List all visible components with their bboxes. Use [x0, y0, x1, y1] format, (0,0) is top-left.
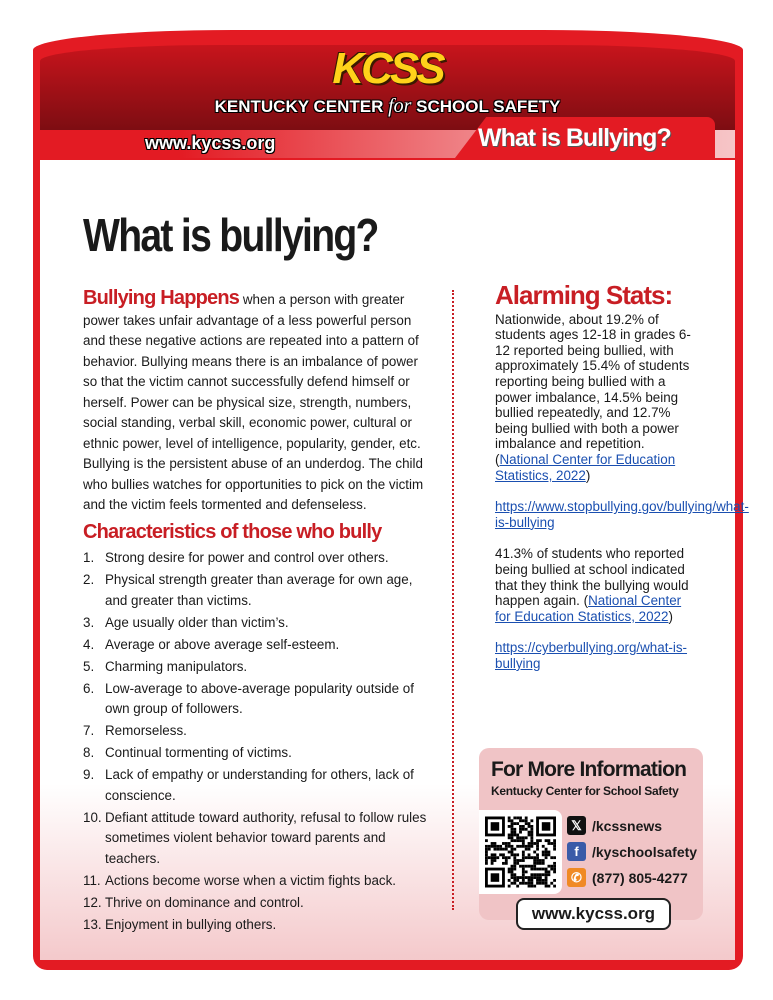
x-handle[interactable]: 𝕏 /kcssnews: [567, 816, 662, 835]
characteristic-item: 13. Enjoyment in bullying others.: [83, 916, 277, 932]
characteristic-item: 2. Physical strength greater than average for own age, and greater than victims.: [83, 572, 413, 608]
nces-link-2[interactable]: National Center for Education Statistics, 2022: [495, 593, 682, 624]
page-title: What is bullying?: [83, 209, 378, 261]
cyberbullying-link[interactable]: https://cyberbullying.org/what-is-bullying: [495, 640, 688, 671]
qr-code[interactable]: [479, 810, 562, 894]
nces-link-1[interactable]: National Center for Education Statistics, 2022: [495, 451, 676, 483]
characteristic-item: 6. Low-average to above-average popularity outside of own group of followers.: [83, 680, 414, 716]
header-url[interactable]: www.kycss.org: [145, 133, 276, 153]
characteristics-heading: Characteristics of those who bully: [83, 520, 382, 543]
column-divider: [452, 290, 454, 910]
characteristics-list: [83, 548, 428, 935]
intro-paragraph: Bullying Happens when a person with greater power takes unfair advantage of a less powerful person and these negative actions are repeated into a pattern of behavior. Bullying means there is an imbalance of power so that the victim cannot successfully defend himself or herself. Power can be physical size, strength, numbers, social standing, verbal skill, economic power, cultural or ethnic power, level of intelligence, popularity, gender, etc. Bullying is the persistent abuse of an underdog. The child who bullies watches for opportunities to pick on the victim and the victim feels tormented and defenseless.: [83, 287, 424, 512]
characteristic-item: 4. Average or above average self-esteem.: [83, 636, 340, 652]
header-tab-title: What is Bullying?: [478, 124, 671, 152]
x-icon: 𝕏: [567, 816, 586, 835]
characteristic-item: 10. Defiant attitude toward authority, refusal to follow rules sometimes violent behavior toward parents and teachers.: [83, 809, 427, 866]
characteristic-item: 7. Remorseless.: [83, 723, 187, 738]
facebook-icon: f: [567, 842, 586, 861]
stats-paragraph-1: Nationwide, about 19.2% of students ages 12-18 in grades 6-12 reported being bullied, with approximately 15.4% of students reporting being bullied with a power imbalance, 14.5% being bullied repeatedly, and 12.7% being bullied with both a power imbalance and repetition. (National Center for Education Statistics, 2022): [495, 311, 691, 483]
info-subtitle: Kentucky Center for School Safety: [491, 784, 679, 798]
characteristic-item: 8. Continual tormenting of victims.: [83, 745, 292, 760]
stats-heading: Alarming Stats:: [495, 280, 673, 310]
intro-lead: Bullying Happens: [83, 287, 240, 309]
characteristic-item: 11. Actions become worse when a victim fights back.: [83, 872, 396, 888]
more-info-box: [479, 748, 703, 920]
characteristic-item: 5. Charming manipulators.: [83, 658, 248, 674]
characteristic-item: 9. Lack of empathy or understanding for others, lack of conscience.: [83, 767, 414, 803]
stopbullying-link[interactable]: https://www.stopbullying.gov/bullying/what-is-bullying: [495, 499, 749, 530]
phone-icon: ✆: [567, 868, 586, 887]
kcss-logo: KCSS: [332, 44, 443, 93]
stats-column: [495, 280, 749, 687]
left-column: [83, 288, 428, 937]
facebook-handle[interactable]: f /kyschoolsafety: [567, 842, 697, 861]
stats-paragraph-2: 41.3% of students who reported being bullied at school indicated that they think the bullying would happen again. (National Center for Education Statistics, 2022): [495, 546, 689, 624]
characteristic-item: 1. Strong desire for power and control over others.: [83, 550, 389, 565]
characteristic-item: 12. Thrive on dominance and control.: [83, 894, 304, 910]
org-name: KENTUCKY CENTER for SCHOOL SAFETY: [214, 95, 561, 117]
phone-number[interactable]: ✆ (877) 805-4277: [567, 868, 688, 887]
info-title: For More Information: [491, 758, 687, 781]
website-button[interactable]: www.kycss.org: [516, 898, 671, 930]
characteristic-item: 3. Age usually older than victim’s.: [83, 614, 289, 630]
